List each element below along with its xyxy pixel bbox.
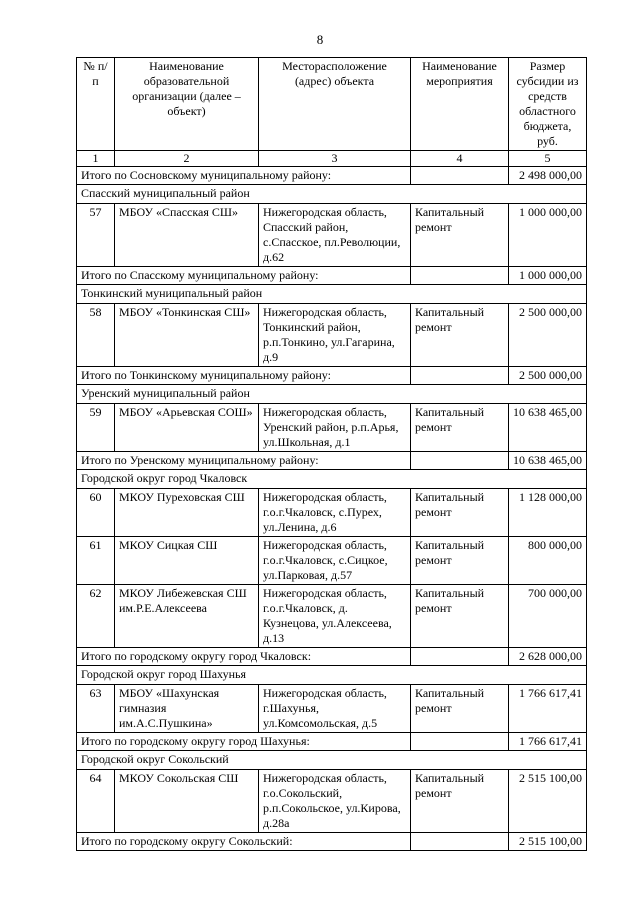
col-number: 5 — [509, 151, 587, 167]
header-event: Наименование мероприятия — [411, 58, 509, 151]
org-name: МБОУ «Спасская СШ» — [115, 204, 259, 267]
total-label: Итого по Спасскому муниципальному району: — [77, 267, 411, 285]
address: Нижегородская область, г.о.г.Чкаловск, с.Пурех, ул.Ленина, д.6 — [259, 489, 411, 537]
org-name: МБОУ «Арьевская СОШ» — [115, 404, 259, 452]
row-number: 63 — [77, 685, 115, 733]
empty-cell — [411, 367, 509, 385]
table-row — [77, 489, 587, 537]
total-row — [77, 648, 587, 666]
table-row — [77, 537, 587, 585]
header-row — [77, 58, 587, 151]
group-row — [77, 751, 587, 770]
total-label: Итого по Уренскому муниципальному району: — [77, 452, 411, 470]
table-row — [77, 585, 587, 648]
total-amount: 1 000 000,00 — [509, 267, 587, 285]
total-amount: 2 500 000,00 — [509, 367, 587, 385]
address: Нижегородская область, г.Шахунья, ул.Комсомольская, д.5 — [259, 685, 411, 733]
empty-cell — [411, 833, 509, 851]
header-numbers-row — [77, 151, 587, 167]
header-amount: Размер субсидии из средств областного бюджета, руб. — [509, 58, 587, 151]
org-name: МКОУ Сокольская СШ — [115, 770, 259, 833]
total-label: Итого по Сосновскому муниципальному району: — [77, 167, 411, 185]
row-number: 64 — [77, 770, 115, 833]
event-name: Капитальный ремонт — [411, 304, 509, 367]
address: Нижегородская область, г.о.г.Чкаловск, с.Сицкое, ул.Парковая, д.57 — [259, 537, 411, 585]
col-number: 2 — [115, 151, 259, 167]
group-row — [77, 666, 587, 685]
total-amount: 10 638 465,00 — [509, 452, 587, 470]
col-number: 3 — [259, 151, 411, 167]
total-label: Итого по городскому округу Сокольский: — [77, 833, 411, 851]
row-number: 59 — [77, 404, 115, 452]
row-number: 57 — [77, 204, 115, 267]
empty-cell — [411, 648, 509, 666]
page-number: 8 — [316, 32, 324, 47]
table-row — [77, 770, 587, 833]
org-name: МКОУ Сицкая СШ — [115, 537, 259, 585]
total-row — [77, 367, 587, 385]
event-name: Капитальный ремонт — [411, 537, 509, 585]
total-label: Итого по Тонкинскому муниципальному району: — [77, 367, 411, 385]
address: Нижегородская область, Тонкинский район, р.п.Тонкино, ул.Гагарина, д.9 — [259, 304, 411, 367]
total-row — [77, 267, 587, 285]
group-label: Спасский муниципальный район — [77, 185, 587, 204]
subsidy-table — [76, 57, 587, 851]
group-label: Городской округ город Чкаловск — [77, 470, 587, 489]
empty-cell — [411, 167, 509, 185]
row-number: 58 — [77, 304, 115, 367]
amount: 10 638 465,00 — [509, 404, 587, 452]
org-name: МКОУ Либежевская СШ им.Р.Е.Алексеева — [115, 585, 259, 648]
table-row — [77, 685, 587, 733]
total-row — [77, 452, 587, 470]
table-row — [77, 204, 587, 267]
total-amount: 2 628 000,00 — [509, 648, 587, 666]
event-name: Капитальный ремонт — [411, 204, 509, 267]
amount: 800 000,00 — [509, 537, 587, 585]
row-number: 61 — [77, 537, 115, 585]
col-number: 4 — [411, 151, 509, 167]
address: Нижегородская область, г.о.г.Чкаловск, д. Кузнецова, ул.Алексеева, д.13 — [259, 585, 411, 648]
header-address: Месторасположение (адрес) объекта — [259, 58, 411, 151]
amount: 700 000,00 — [509, 585, 587, 648]
row-number: 62 — [77, 585, 115, 648]
group-row — [77, 185, 587, 204]
org-name: МБОУ «Тонкинская СШ» — [115, 304, 259, 367]
total-amount: 1 766 617,41 — [509, 733, 587, 751]
col-number: 1 — [77, 151, 115, 167]
event-name: Капитальный ремонт — [411, 489, 509, 537]
address: Нижегородская область, Уренский район, р.п.Арья, ул.Школьная, д.1 — [259, 404, 411, 452]
group-label: Городской округ Сокольский — [77, 751, 587, 770]
total-label: Итого по городскому округу город Шахунья: — [77, 733, 411, 751]
total-label: Итого по городскому округу город Чкаловск: — [77, 648, 411, 666]
org-name: МБОУ «Шахунская гимназия им.А.С.Пушкина» — [115, 685, 259, 733]
total-row — [77, 833, 587, 851]
group-row — [77, 470, 587, 489]
address: Нижегородская область, Спасский район, с.Спасское, пл.Революции, д.62 — [259, 204, 411, 267]
table-row — [77, 304, 587, 367]
address: Нижегородская область, г.о.Сокольский, р.п.Сокольское, ул.Кирова, д.28а — [259, 770, 411, 833]
event-name: Капитальный ремонт — [411, 404, 509, 452]
amount: 1 000 000,00 — [509, 204, 587, 267]
amount: 2 500 000,00 — [509, 304, 587, 367]
group-label: Городской округ город Шахунья — [77, 666, 587, 685]
total-row — [77, 733, 587, 751]
table-row — [77, 404, 587, 452]
event-name: Капитальный ремонт — [411, 585, 509, 648]
table-header — [77, 58, 587, 167]
empty-cell — [411, 733, 509, 751]
header-org: Наименование образовательной организации (далее – объект) — [115, 58, 259, 151]
group-row — [77, 385, 587, 404]
total-row — [77, 167, 587, 185]
event-name: Капитальный ремонт — [411, 685, 509, 733]
group-label: Уренский муниципальный район — [77, 385, 587, 404]
org-name: МКОУ Пуреховская СШ — [115, 489, 259, 537]
amount: 2 515 100,00 — [509, 770, 587, 833]
table-body — [77, 167, 587, 851]
empty-cell — [411, 452, 509, 470]
total-amount: 2 515 100,00 — [509, 833, 587, 851]
group-label: Тонкинский муниципальный район — [77, 285, 587, 304]
event-name: Капитальный ремонт — [411, 770, 509, 833]
header-num: № п/п — [77, 58, 115, 151]
empty-cell — [411, 267, 509, 285]
group-row — [77, 285, 587, 304]
total-amount: 2 498 000,00 — [509, 167, 587, 185]
row-number: 60 — [77, 489, 115, 537]
amount: 1 766 617,41 — [509, 685, 587, 733]
amount: 1 128 000,00 — [509, 489, 587, 537]
